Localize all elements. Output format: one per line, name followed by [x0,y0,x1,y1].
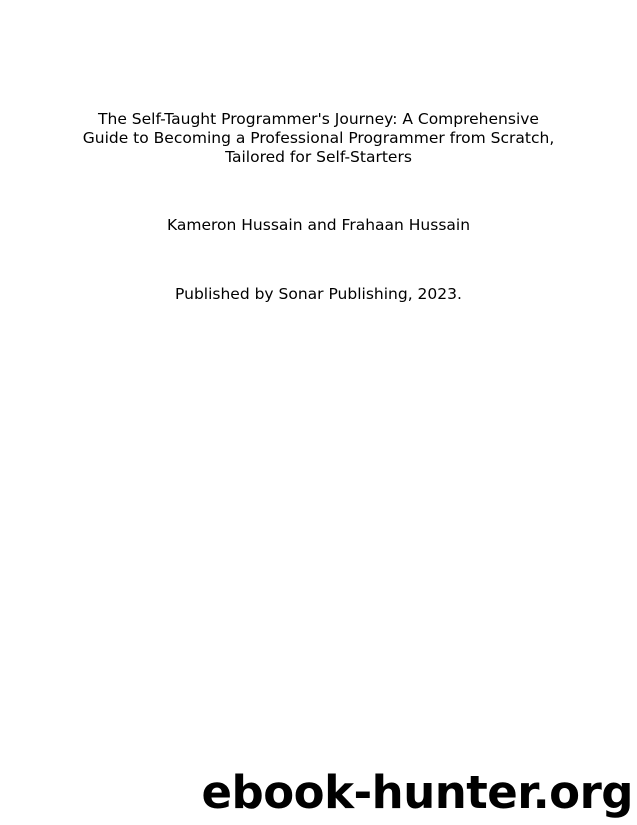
publisher-line: Published by Sonar Publishing, 2023. [175,285,462,303]
book-authors: Kameron Hussain and Frahaan Hussain [166,216,471,234]
watermark: ebook-hunter.org [201,766,633,819]
book-title: The Self-Taught Programmer's Journey: A Comprehensive Guide to Becoming a Professional Programmer from Scratch, Tailored for Self-Starters [82,110,555,166]
